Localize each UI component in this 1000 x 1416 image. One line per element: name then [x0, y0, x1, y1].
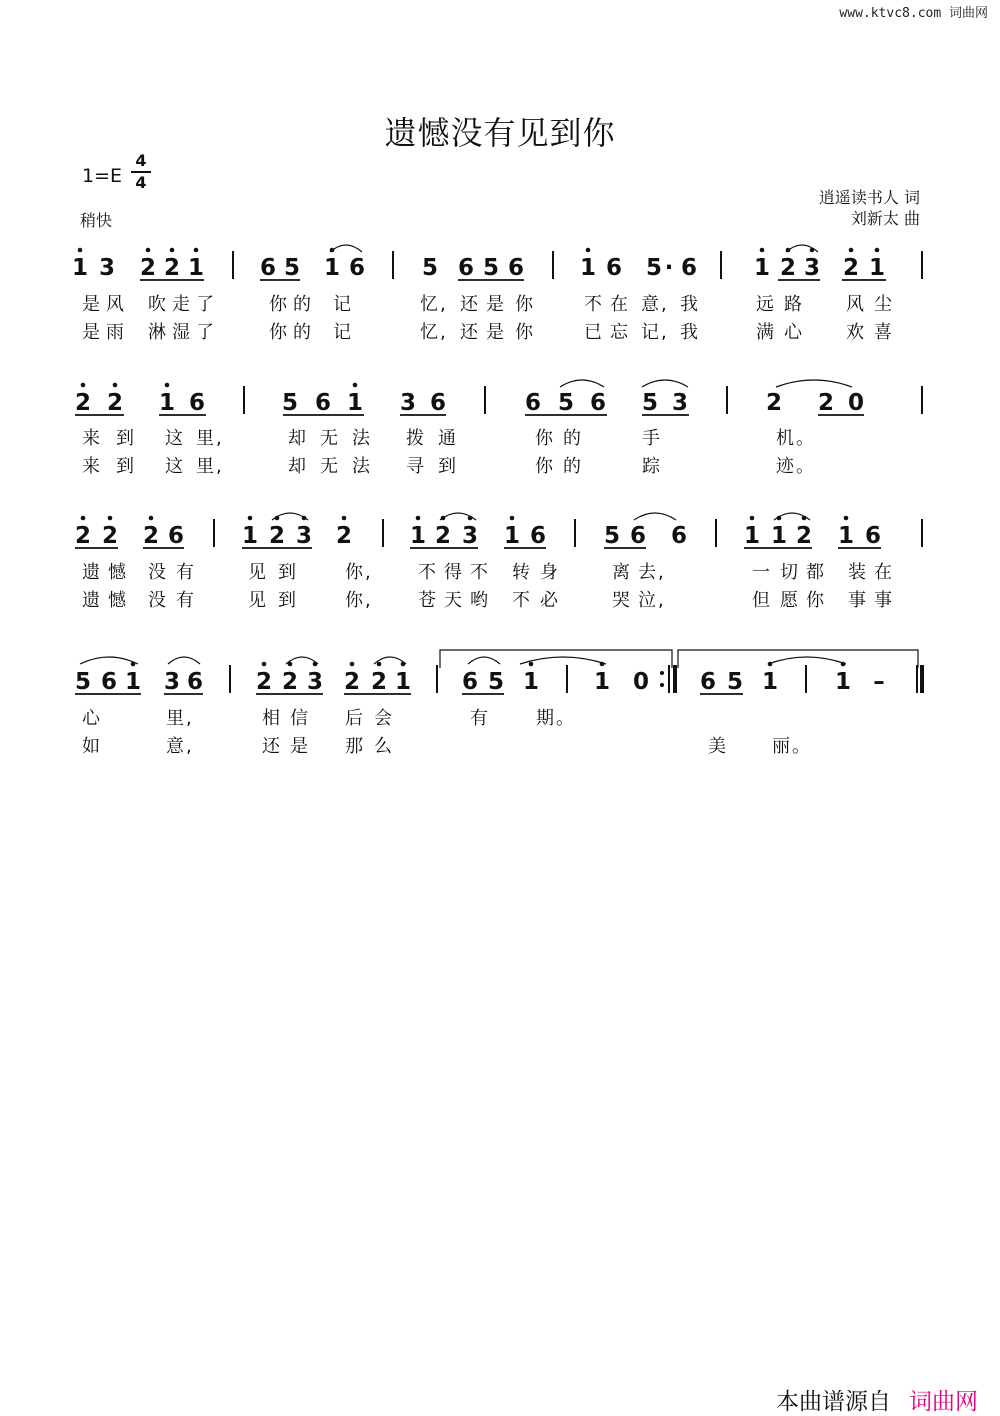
- note: 3: [163, 669, 181, 695]
- note: 3: [306, 669, 324, 695]
- note: 1: [346, 390, 364, 416]
- note: 1: [593, 669, 611, 695]
- note: 3: [295, 523, 313, 549]
- lyric-verse-1: 意,: [641, 294, 669, 315]
- site-url: www.ktvc8.com 词曲网: [839, 6, 988, 21]
- octave-dot: [262, 662, 267, 667]
- time-signature-bottom: 4: [135, 173, 147, 192]
- octave-dot: [844, 516, 849, 521]
- note: 2: [779, 255, 797, 281]
- note: 1: [837, 523, 855, 549]
- lyric-verse-2: 哭: [612, 590, 632, 611]
- lyric-verse-1: 这: [165, 428, 185, 449]
- note: 1: [761, 669, 779, 695]
- lyric-verse-1: 风: [846, 294, 866, 315]
- slur: [560, 380, 604, 387]
- octave-dot: [849, 248, 854, 253]
- lyric-verse-1: 都: [806, 562, 826, 583]
- lyric-verse-1: 后: [345, 708, 365, 729]
- slur: [634, 513, 676, 520]
- lyric-verse-1: 在: [874, 562, 894, 583]
- note: 6: [186, 669, 204, 695]
- lyric-verse-2: 么: [374, 736, 394, 757]
- lyric-verse-1: 心: [82, 708, 102, 729]
- lyric-verse-1: 相: [262, 708, 282, 729]
- octave-dot: [113, 383, 118, 388]
- lyric-verse-2: 没: [148, 590, 168, 611]
- lyric-verse-1: 你: [535, 428, 555, 449]
- note: 2: [142, 523, 160, 549]
- octave-dot: [248, 516, 253, 521]
- note: 2: [343, 669, 361, 695]
- octave-dot: [350, 662, 355, 667]
- tempo-marking: 稍快: [80, 211, 113, 230]
- lyric-verse-2: 湿: [172, 322, 192, 343]
- lyric-verse-2: 你: [535, 456, 555, 477]
- lyric-verse-1: 身: [540, 562, 560, 583]
- lyric-verse-1: 里,: [196, 428, 224, 449]
- octave-dot: [353, 383, 358, 388]
- note: 1: [187, 255, 205, 281]
- note: –: [873, 669, 885, 695]
- note: 5: [482, 255, 500, 281]
- note: 5: [281, 390, 299, 416]
- octave-dot: [342, 516, 347, 521]
- note: 3: [461, 523, 479, 549]
- note: 6: [314, 390, 332, 416]
- note: 6: [699, 669, 717, 695]
- lyric-verse-2: 欢: [846, 322, 866, 343]
- lyric-verse-1: 机。: [776, 428, 816, 449]
- note: 3: [671, 390, 689, 416]
- note: 1: [158, 390, 176, 416]
- lyric-verse-2: 雨: [106, 322, 126, 343]
- lyric-verse-1: 离: [612, 562, 632, 583]
- octave-dot: [81, 516, 86, 521]
- lyric-verse-2: 你,: [345, 590, 373, 611]
- octave-dot: [165, 383, 170, 388]
- lyric-verse-1: 切: [780, 562, 800, 583]
- lyric-verse-1: 一: [752, 562, 772, 583]
- note: 1: [522, 669, 540, 695]
- lyric-verse-1: 不: [470, 562, 490, 583]
- octave-dot: [510, 516, 515, 521]
- note: 2: [74, 390, 92, 416]
- lyric-verse-1: 你: [269, 294, 289, 315]
- octave-dot: [149, 516, 154, 521]
- lyric-verse-1: 在: [610, 294, 630, 315]
- lyric-verse-1: 远: [756, 294, 776, 315]
- lyric-verse-2: 喜: [874, 322, 894, 343]
- lyric-verse-1: 风: [106, 294, 126, 315]
- lyric-verse-2: 这: [165, 456, 185, 477]
- repeat-dot: [660, 683, 664, 687]
- time-signature-top: 4: [135, 151, 147, 170]
- lyric-verse-1: 的: [563, 428, 583, 449]
- lyric-verse-2: 法: [352, 456, 372, 477]
- octave-dot: [529, 662, 534, 667]
- lyric-verse-1: 法: [352, 428, 372, 449]
- note: 6: [457, 255, 475, 281]
- lyric-verse-2: 来: [82, 456, 102, 477]
- lyric-verse-2: 的: [293, 322, 313, 343]
- note: 6: [507, 255, 525, 281]
- slur: [468, 657, 500, 664]
- note: 1: [503, 523, 521, 549]
- lyric-verse-1: 还: [460, 294, 480, 315]
- note: 6: [188, 390, 206, 416]
- note: 1: [394, 669, 412, 695]
- source-footer: [776, 1383, 978, 1416]
- lyric-verse-1: 会: [374, 708, 394, 729]
- octave-dot: [78, 248, 83, 253]
- lyric-verse-1: 你,: [345, 562, 373, 583]
- lyric-verse-2: 无: [320, 456, 340, 477]
- lyric-verse-2: 到: [438, 456, 458, 477]
- note: 3: [399, 390, 417, 416]
- note: 6: [589, 390, 607, 416]
- lyric-verse-1: 来: [82, 428, 102, 449]
- lyric-verse-2: 是: [486, 322, 506, 343]
- slur: [330, 245, 362, 252]
- note: 2: [74, 523, 92, 549]
- lyric-verse-1: 走: [172, 294, 192, 315]
- lyric-verse-2: 遗: [82, 590, 102, 611]
- lyric-verse-1: 到: [278, 562, 298, 583]
- lyric-verse-1: 信: [290, 708, 310, 729]
- lyric-verse-1: 拨: [406, 428, 426, 449]
- note: 2: [139, 255, 157, 281]
- note: 5: [603, 523, 621, 549]
- lyric-verse-1: 忆,: [420, 294, 448, 315]
- note: 5: [487, 669, 505, 695]
- note: 1: [753, 255, 771, 281]
- lyric-verse-1: 是: [486, 294, 506, 315]
- lyric-verse-1: 却: [288, 428, 308, 449]
- lyric-verse-2: 哟: [470, 590, 490, 611]
- note: 6: [529, 523, 547, 549]
- lyric-verse-2: 里,: [196, 456, 224, 477]
- lyric-verse-2: 忘: [610, 322, 630, 343]
- octave-dot: [416, 516, 421, 521]
- octave-dot: [146, 248, 151, 253]
- lyric-verse-1: 无: [320, 428, 340, 449]
- note: 3: [98, 255, 116, 281]
- lyric-verse-2: 事: [874, 590, 894, 611]
- lyric-verse-1: 不: [584, 294, 604, 315]
- composer-credit: 刘新太 曲: [850, 209, 920, 228]
- note: 5: [74, 669, 92, 695]
- volta-bracket-2: [678, 650, 918, 668]
- note: 2: [434, 523, 452, 549]
- lyric-verse-1: 期。: [536, 708, 576, 729]
- slur: [776, 380, 852, 387]
- lyric-verse-1: 我: [680, 294, 700, 315]
- lyric-verse-2: 是: [82, 322, 102, 343]
- note: 5: [726, 669, 744, 695]
- note: 6: [167, 523, 185, 549]
- key-signature: 1=E: [82, 165, 123, 187]
- lyric-verse-1: 憾: [108, 562, 128, 583]
- octave-dot: [875, 248, 880, 253]
- note: 0: [632, 669, 650, 695]
- lyric-verse-1: 了: [196, 294, 216, 315]
- lyric-verse-2: 记: [333, 322, 353, 343]
- lyric-verse-2: 的: [563, 456, 583, 477]
- note: 2: [163, 255, 181, 281]
- note: 0: [847, 390, 865, 416]
- note: 2: [817, 390, 835, 416]
- note: 6: [680, 255, 698, 281]
- lyric-verse-2: 见: [248, 590, 268, 611]
- lyric-verse-1: 不: [418, 562, 438, 583]
- note: 2: [255, 669, 273, 695]
- lyric-verse-1: 装: [848, 562, 868, 583]
- brand-logo-text: 词曲网: [909, 1389, 978, 1415]
- octave-dot: [760, 248, 765, 253]
- lyric-verse-2: 已: [584, 322, 604, 343]
- slur: [80, 657, 138, 664]
- lyric-verse-2: 憾: [108, 590, 128, 611]
- note: 6: [670, 523, 688, 549]
- lyric-verse-1: 遗: [82, 562, 102, 583]
- note: 6: [864, 523, 882, 549]
- note: 5: [645, 255, 663, 281]
- lyric-verse-2: 到: [116, 456, 136, 477]
- note: ·: [664, 255, 674, 281]
- lyric-verse-1: 转: [512, 562, 532, 583]
- note: 2: [370, 669, 388, 695]
- lyric-verse-1: 吹: [148, 294, 168, 315]
- note: 1: [743, 523, 761, 549]
- lyric-verse-2: 美: [708, 736, 728, 757]
- note: 5: [421, 255, 439, 281]
- note: 2: [795, 523, 813, 549]
- octave-dot: [377, 662, 382, 667]
- lyric-verse-2: 淋: [148, 322, 168, 343]
- lyric-verse-1: 尘: [874, 294, 894, 315]
- note: 6: [461, 669, 479, 695]
- note: 1: [868, 255, 886, 281]
- lyric-verse-2: 到: [278, 590, 298, 611]
- lyric-verse-2: 有: [176, 590, 196, 611]
- note: 2: [842, 255, 860, 281]
- lyric-verse-2: 泣,: [638, 590, 666, 611]
- note: 6: [259, 255, 277, 281]
- lyric-verse-2: 事: [848, 590, 868, 611]
- lyric-verse-2: 愿: [780, 590, 800, 611]
- lyric-verse-2: 丽。: [772, 736, 812, 757]
- lyric-verse-2: 如: [82, 736, 102, 757]
- note: 6: [429, 390, 447, 416]
- lyric-verse-2: 你: [515, 322, 535, 343]
- lyric-verse-1: 记: [333, 294, 353, 315]
- note: 6: [629, 523, 647, 549]
- octave-dot: [81, 383, 86, 388]
- octave-dot: [170, 248, 175, 253]
- note: 2: [281, 669, 299, 695]
- octave-dot: [750, 516, 755, 521]
- repeat-dot: [660, 671, 664, 675]
- lyric-verse-1: 通: [438, 428, 458, 449]
- note: 2: [765, 390, 783, 416]
- octave-dot: [108, 516, 113, 521]
- slur: [168, 657, 200, 664]
- lyric-verse-2: 但: [752, 590, 772, 611]
- note: 1: [71, 255, 89, 281]
- note: 1: [323, 255, 341, 281]
- slur: [768, 657, 846, 664]
- lyric-verse-1: 去,: [638, 562, 666, 583]
- lyric-verse-1: 里,: [166, 708, 194, 729]
- note: 2: [335, 523, 353, 549]
- note: 2: [268, 523, 286, 549]
- lyric-verse-1: 是: [82, 294, 102, 315]
- note: 5: [557, 390, 575, 416]
- note: 6: [100, 669, 118, 695]
- source-label: 本曲谱源自: [776, 1389, 891, 1415]
- lyric-verse-2: 那: [345, 736, 365, 757]
- lyric-verse-2: 满: [756, 322, 776, 343]
- note: 6: [348, 255, 366, 281]
- note: 5: [641, 390, 659, 416]
- note: 6: [524, 390, 542, 416]
- note: 6: [605, 255, 623, 281]
- lyric-verse-1: 你: [515, 294, 535, 315]
- lyric-verse-2: 你: [806, 590, 826, 611]
- octave-dot: [586, 248, 591, 253]
- note: 2: [106, 390, 124, 416]
- lyric-verse-2: 必: [540, 590, 560, 611]
- note: 1: [834, 669, 852, 695]
- note: 1: [124, 669, 142, 695]
- lyric-verse-2: 踪: [642, 456, 662, 477]
- lyric-verse-2: 记,: [641, 322, 669, 343]
- lyric-verse-1: 手: [642, 428, 662, 449]
- lyric-verse-2: 迹。: [776, 456, 816, 477]
- note: 5: [283, 255, 301, 281]
- lyric-verse-2: 意,: [166, 736, 194, 757]
- lyric-verse-2: 你: [269, 322, 289, 343]
- lyric-verse-1: 见: [248, 562, 268, 583]
- note: 1: [579, 255, 597, 281]
- lyric-verse-2: 我: [680, 322, 700, 343]
- lyric-verse-1: 得: [444, 562, 464, 583]
- lyric-verse-2: 了: [196, 322, 216, 343]
- note: 3: [803, 255, 821, 281]
- lyric-verse-1: 没: [148, 562, 168, 583]
- lyric-verse-2: 不: [512, 590, 532, 611]
- note: 1: [770, 523, 788, 549]
- lyric-verse-2: 忆,: [420, 322, 448, 343]
- lyric-verse-1: 有: [176, 562, 196, 583]
- note: 1: [409, 523, 427, 549]
- note: 2: [101, 523, 119, 549]
- lyricist-credit: 逍遥读书人 词: [818, 188, 920, 207]
- lyric-verse-2: 心: [784, 322, 804, 343]
- lyric-verse-2: 苍: [418, 590, 438, 611]
- lyric-verse-2: 还: [262, 736, 282, 757]
- lyric-verse-2: 天: [444, 590, 464, 611]
- lyric-verse-2: 还: [460, 322, 480, 343]
- lyric-verse-1: 的: [293, 294, 313, 315]
- note: 1: [241, 523, 259, 549]
- octave-dot: [194, 248, 199, 253]
- song-title: 遗憾没有见到你: [384, 114, 616, 152]
- lyric-verse-2: 是: [290, 736, 310, 757]
- lyric-verse-1: 到: [116, 428, 136, 449]
- lyric-verse-2: 却: [288, 456, 308, 477]
- lyric-verse-2: 寻: [406, 456, 426, 477]
- lyric-verse-1: 路: [784, 294, 804, 315]
- slur: [642, 380, 688, 387]
- lyric-verse-1: 有: [470, 708, 490, 729]
